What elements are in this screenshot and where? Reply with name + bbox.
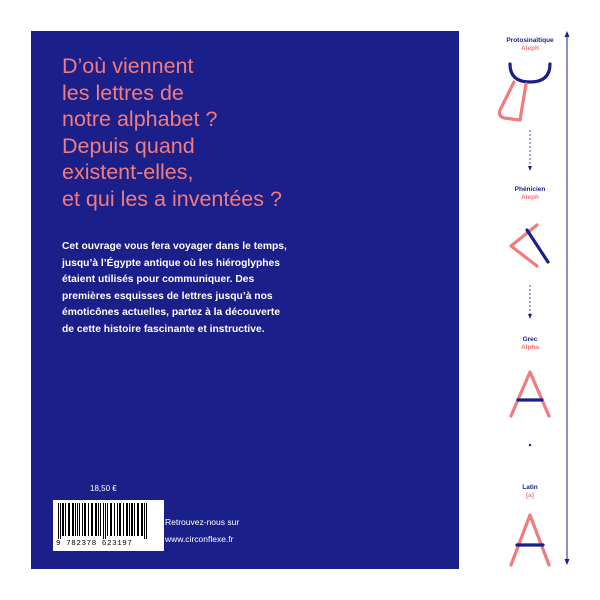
isbn-number: 9 782378 623197 [56,540,133,548]
headline-line: D’où viennent [62,54,194,78]
evolution-graphics [470,0,600,600]
barcode-bar [72,503,74,536]
headline-line: les lettres de [62,80,184,105]
script-name: Grec [522,336,538,343]
website-info [165,514,239,548]
headline-line: Depuis quand [62,133,195,158]
barcode-bar [137,503,139,536]
script-name: Phénicien [514,186,546,193]
barcode-bar [126,503,128,536]
barcode-bar [129,503,130,536]
barcode-bar [68,503,70,536]
barcode-bar [75,503,76,536]
letter-name: Aleph [520,45,540,52]
headline-line: notre alphabet ? [62,107,218,131]
letter-name: Aleph [520,194,540,201]
blurb [62,239,452,338]
evolution-caption-greek [475,336,585,352]
barcode-bar [65,503,66,536]
barcode-bar [119,503,121,536]
evolution-caption-phoenician [475,186,585,202]
alphabet-evolution-strip [470,0,600,600]
barcode-bar [88,503,89,536]
barcode-bar [62,503,64,536]
barcode-bar [144,503,145,539]
website-prefix: Retrouvez-nous sur [165,517,240,527]
letter-name: Alpha [520,344,540,351]
connector-arrow [528,285,532,319]
barcode-bar [98,503,99,536]
headline [62,53,442,212]
blurb-line: étaient utilisés pour communiquer. Des [62,274,255,285]
barcode-bar [79,503,80,536]
barcode-bar [134,503,135,536]
letter-name: [a] [526,492,534,499]
barcode-bar [114,503,115,536]
barcode-bar [58,503,59,539]
barcode-bar [146,503,147,539]
barcode-bar [103,503,104,539]
price-label: 18,50 € [90,484,117,493]
barcode-bars [53,500,164,542]
website-url: www.circonflexe.fr [165,534,234,544]
barcode-bar [82,503,83,536]
connector-arrow [528,130,532,171]
script-name: Latin [522,484,538,491]
barcode-bar [105,503,106,539]
barcode-bar [123,503,124,536]
barcode-bar [117,503,118,536]
barcode-bar [91,503,93,536]
barcode-bar [100,503,101,536]
latin-a-glyph [511,515,549,565]
greek-alpha-glyph [511,372,549,416]
protosinaitic-aleph-glyph [500,64,551,120]
evolution-caption-latin [475,484,585,500]
barcode [53,500,164,551]
barcode-bar [95,503,97,536]
headline-line: et qui les a inventées ? [62,186,282,211]
blurb-line: de cette histoire fascinante et instructive. [62,323,265,335]
script-name: Protosinaïtique [506,37,554,44]
barcode-bar [110,503,112,536]
blurb-line: premières esquisses de lettres jusqu’à nos [62,290,273,302]
headline-line: existent-elles, [62,160,194,184]
barcode-bar [77,503,78,536]
blurb-line: émoticônes actuelles, partez à la découverte [62,307,281,318]
barcode-bar [107,503,108,536]
barcode-bar [141,503,143,536]
connector-dot [529,444,531,446]
barcode-bar [131,503,133,536]
back-cover-panel [31,31,459,569]
barcode-bar [60,503,61,539]
barcode-bar [84,503,86,536]
blurb-line: Cet ouvrage vous fera voyager dans le temps, [62,241,287,252]
phoenician-aleph-glyph [511,225,548,266]
evolution-caption-protosinaitic [475,37,585,53]
blurb-line: jusqu’à l’Égypte antique où les hiéroglyphes [62,257,280,269]
